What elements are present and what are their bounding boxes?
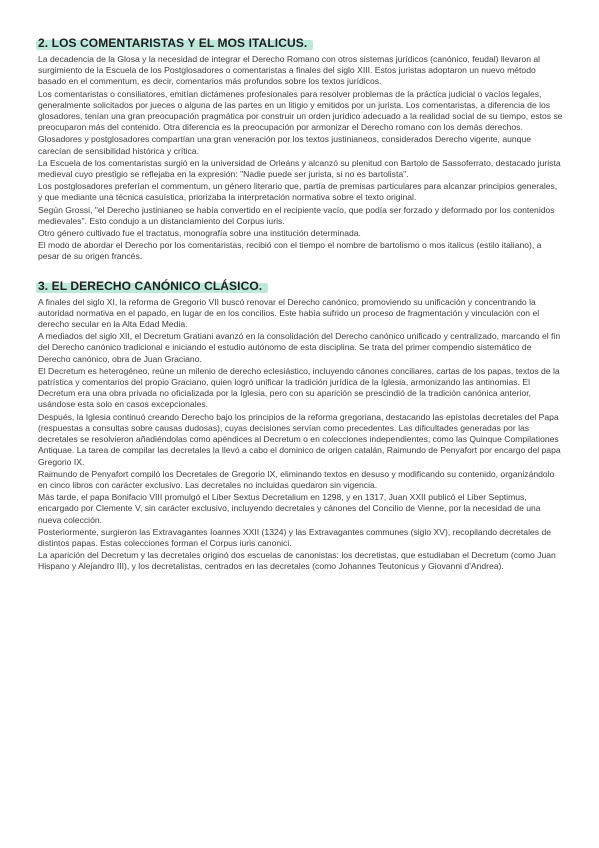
- paragraph: La aparición del Decretum y las decretales originó dos escuelas de canonistas: los decretistas, que estudiaban el Decretum (como Juan Hispano y Alejandro III), y los decretalistas, centrados en las decretales (como Johannes Teutonicus y Giovanni d'Andrea).: [38, 550, 556, 572]
- paragraph: Raimundo de Penyafort compiló los Decretales de Gregorio IX, eliminando textos en desuso y modificando su contenido, organizándolo en cinco libros con carácter exclusivo. Las decretales no incluidas quedaron sin vigencia.: [38, 468, 555, 490]
- section-derecho-canonico: [38, 277, 563, 573]
- section-heading-wrapper: [36, 36, 309, 50]
- paragraph: Según Grossi, "el Derecho justinianeo se había convertido en el recipiente vacío, que podía ser forzado y deformado por los contenidos medievales". Esto condujo a un distanciamiento del Corpus iuris.: [38, 204, 555, 226]
- paragraph: Más tarde, el papa Bonifacio VIII promulgó el Liber Sextus Decretalium en 1298, y en 1317, Juan XXII publicó el Liber Septimus, encargado por Clemente V, sin carácter exclusivo, incluyendo decretales y cánones del Concilio de Vienne, por la necesidad de una nueva colección.: [38, 492, 541, 525]
- paragraph: A finales del siglo XI, la reforma de Gregorio VII buscó renovar el Derecho canónico, promoviendo su unificación y concentrando la autoridad normativa en el papado, en lugar de en los concilios. Este había sufrido un proceso de fragmentación y vinculación con el derecho secular en la Alta Edad Media.: [38, 296, 540, 330]
- paragraph: La decadencia de la Glosa y la necesidad de integrar el Derecho Romano con otros sistemas jurídicos (canónico, feudal) llevaron al surgimiento de la Escuela de los Postglosadores o comentaristas a finales del siglo XIII. Estos juristas adoptaron un nuevo método basado en el commentum, es decir, comentarios más profundos sobre los textos jurídicos.: [38, 54, 541, 87]
- paragraph: A mediados del siglo XII, el Decretum Gratiani avanzó en la consolidación del Derecho canónico unificado y centralizado, marcando el fin del Derecho canónico tradicional e iniciando el estudio autónomo de esta disciplina. Se trata del primer compendio sistemático de Derecho canónico, obra de Juan Graciano.: [38, 331, 561, 364]
- paragraph: El modo de abordar el Derecho por los comentaristas, recibió con el tiempo el nombre de bartolismo o mos italicus (estilo italiano), a pesar de su origen francés.: [38, 240, 542, 262]
- section-comentaristas: [38, 34, 563, 263]
- paragraph: Otro género cultivado fue el tractatus, monografía sobre una institución determinada.: [38, 228, 361, 239]
- section-heading: 3. EL DERECHO CANÓNICO CLÁSICO.: [38, 278, 263, 293]
- paragraph: Los comentaristas o consiliatores, emitían dictámenes profesionales para resolver problemas de la práctica judicial o vacíos legales, generalmente solicitados por jueces o alguna de las partes en un litigio y emitidos por un jurista. Los comentaristas, a diferencia de los glosadores, tenían una gran preocupación pragmática por construir un orden jurídico adecuado a la realidad social de su tiempo, estos se preocuparon más del contenido. Otra diferencia es la preocupación por armonizar el Derecho romano con los demás derechos.: [38, 88, 563, 133]
- paragraph: Después, la Iglesia continuó creando Derecho bajo los principios de la reforma gregoriana, destacando las epístolas decretales del Papa (respuestas a consultas sobre causas dudosas), cuyas decisiones servían como precedentes. Las dificultades generadas por las decretales se resolvieron añadiéndolas como apéndices al Decretum o en colecciones independientes, como las Quinque Compilationes Antiquae. La tarea de compilar las decretales la llevó a cabo el dominico de origen catalán, Raimundo de Penyafort por encargo del papa Gregorio IX.: [38, 411, 561, 467]
- paragraph: La Escuela de los comentaristas surgió en la universidad de Orleáns y alcanzó su plenitud con Bartolo de Sassoferrato, destacado jurista medieval cuyo prestigio se reflejaba en la expresión: "Nadie puede ser jurista, si no es bartolista".: [38, 157, 561, 180]
- paragraph: Los postglosadores preferían el commentum, un género literario que, partía de premisas particulares para alcanzar principios generales, y que mediante una técnica casuística, priorizaba la interpretación normativa sobre el texto original.: [38, 181, 558, 203]
- paragraph: El Decretum es heterogéneo, reúne un milenio de derecho eclesiástico, incluyendo cánones conciliares, cartas de los papas, textos de la patrística y comentarios del propio Graciano, quien logró unificar la tradición jurídica de la Iglesia, armonizando las antinomias. El Decretum era una obra privada no oficializada por la Iglesia, pero con su aparición se prescindió de la tradición canónica anterior, usándose esta solo en casos excepcionales.: [38, 365, 560, 410]
- section-heading: 2. LOS COMENTARISTAS Y EL MOS ITALICUS.: [38, 36, 308, 50]
- document-page: [38, 34, 563, 587]
- section-heading-wrapper: [36, 279, 264, 293]
- paragraph: Glosadores y postglosadores compartían una gran veneración por los textos justinianeos, considerados Derecho vigente, aunque carecían de sensibilidad histórica y crítica.: [38, 134, 532, 156]
- paragraph: Posteriormente, surgieron las Extravagantes Ioannes XXII (1324) y las Extravagantes communes (siglo XV), recopilando decretales de distintos papas. Estas colecciones forman el Corpus iuris canonici.: [38, 526, 552, 548]
